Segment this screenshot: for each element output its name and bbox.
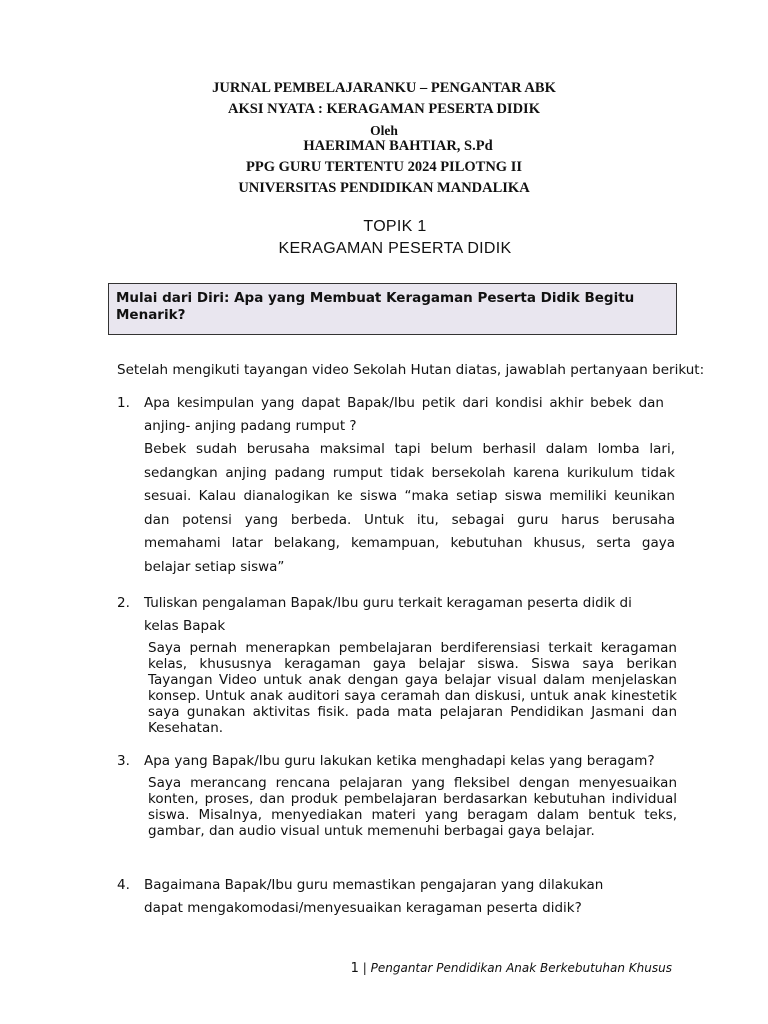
reflection-box: Mulai dari Diri: Apa yang Membuat Keragaman Peserta Didik Begitu Menarik?	[108, 283, 677, 335]
header-line-by: Oleh	[370, 123, 398, 138]
header-line-university: UNIVERSITAS PENDIDIKAN MANDALIKA	[238, 180, 530, 196]
header-line-journal: JURNAL PEMBELAJARANKU – PENGANTAR ABK	[212, 80, 556, 96]
footer-title: Pengantar Pendidikan Anak Berkebutuhan Khusus	[370, 961, 672, 975]
header-line-author: HAERIMAN BAHTIAR, S.Pd	[303, 138, 493, 154]
footer-separator: |	[362, 961, 367, 975]
item-3-question: Apa yang Bapak/Ibu guru lakukan ketika menghadapi kelas yang beragam?	[144, 753, 655, 769]
item-1-question: Apa kesimpulan yang dapat Bapak/Ibu petik dari kondisi akhir bebek dan anjing- anjing padang rumput ?	[144, 395, 664, 434]
item-4-question: Bagaimana Bapak/Ibu guru memastikan pengajaran yang dilakukan dapat mengakomodasi/menyesuaikan keragaman peserta didik?	[144, 877, 604, 916]
item-4-number: 4.	[117, 877, 130, 893]
topic-title: KERAGAMAN PESERTA DIDIK	[278, 240, 512, 257]
item-2-number: 2.	[117, 595, 130, 611]
intro-text: Setelah mengikuti tayangan video Sekolah Hutan diatas, jawablah pertanyaan berikut:	[117, 362, 705, 378]
item-2-question: Tuliskan pengalaman Bapak/Ibu guru terkait keragaman peserta didik di kelas Bapak	[144, 595, 632, 634]
topic-number: TOPIK 1	[363, 218, 427, 235]
item-2-answer: Saya pernah menerapkan pembelajaran berdiferensiasi terkait keragaman kelas, khususnya keragaman gaya belajar siswa. Siswa saya berikan Tayangan Video untuk anak dengan gaya belajar visual dalam menjelaskan konsep. Untuk anak auditori saya ceramah dan diskusi, untuk anak kinestetik saya gunakan aktivitas fisik. pada mata pelajaran Pendidikan Jasmani dan Kesehatan.	[148, 640, 677, 736]
item-3-answer: Saya merancang rencana pelajaran yang fleksibel dengan menyesuaikan konten, proses, dan produk pembelajaran berdasarkan kebutuhan individual siswa. Misalnya, menyediakan materi yang beragam dalam bentuk teks, gambar, dan audio visual untuk memenuhi berbagai gaya belajar.	[148, 775, 677, 839]
header-line-action: AKSI NYATA : KERAGAMAN PESERTA DIDIK	[228, 101, 540, 117]
page-number: 1	[350, 961, 359, 976]
item-1-number: 1.	[117, 395, 130, 411]
item-3-number: 3.	[117, 753, 130, 769]
page-footer	[300, 960, 672, 977]
item-1-answer: Bebek sudah berusaha maksimal tapi belum berhasil dalam lomba lari, sedangkan anjing padang rumput tidak bersekolah karena kurikulum tidak sesuai. Kalau dianalogikan ke siswa “maka setiap siswa memiliki keunikan dan potensi yang berbeda. Untuk itu, sebagai guru harus berusaha memahami latar belakang, kemampuan, kebutuhan khusus, serta gaya belajar setiap siswa”	[144, 441, 675, 575]
header-line-program: PPG GURU TERTENTU 2024 PILOTNG II	[246, 159, 522, 175]
